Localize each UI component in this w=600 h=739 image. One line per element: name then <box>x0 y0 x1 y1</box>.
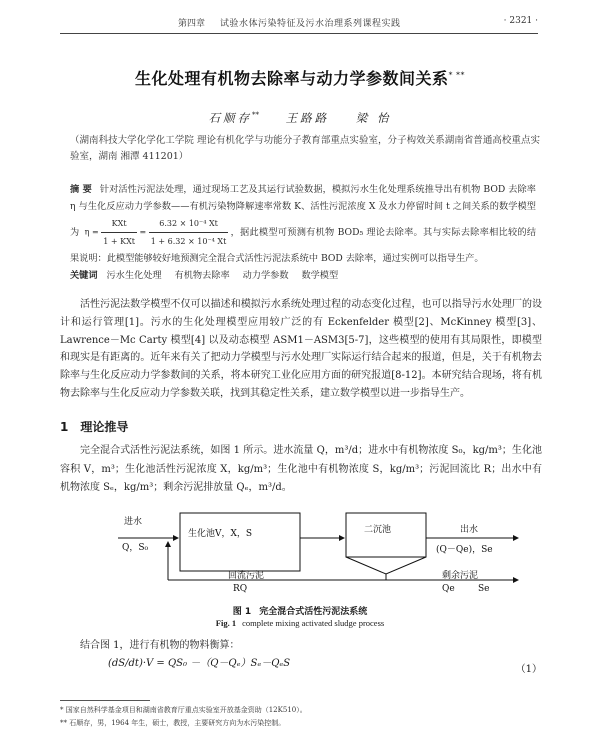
formula-fraction-1-numerator: KXt <box>101 215 137 233</box>
keywords-line <box>70 267 536 284</box>
title-marks: * ** <box>448 70 466 80</box>
author-name: 王路路 <box>285 111 330 125</box>
inlet-label: 进水 <box>124 517 143 527</box>
header-page-number: · 2321 · <box>503 16 538 26</box>
waste-conc: Se <box>478 584 490 594</box>
equation-1: (dS/dt)·V = QS₀ －（Q－Qₑ）Sₑ－QₑS <box>108 658 291 669</box>
header-chapter: 第四章 <box>178 19 206 29</box>
author-list <box>0 110 600 126</box>
section-title: 理论推导 <box>80 420 129 434</box>
keyword: 动力学参数 <box>242 270 289 281</box>
return-params: RQ <box>233 584 248 594</box>
figure-caption-en-number: Fig. 1 <box>215 618 237 628</box>
paper-title-text: 生化处理有机物去除率与动力学参数间关系 <box>134 69 449 88</box>
outlet-label: 出水 <box>460 525 479 535</box>
running-header <box>60 16 538 30</box>
abstract-label: 摘 要 <box>70 184 92 195</box>
author-name: 石顺存 <box>208 111 253 125</box>
section-number: 1 <box>60 420 69 434</box>
figure-caption-en <box>0 618 600 628</box>
keywords-label: 关键词 <box>70 270 98 281</box>
header-rule <box>60 33 538 34</box>
section-paragraph: 完全混合式活性污泥法系统，如图 1 所示。进水流量 Q，m³/d；进水中有机物浓度 S₀，kg/m³；生化池容积 V，m³；生化池活性污泥浓度 X，kg/m³；生化池中有机物浓度 S，kg/m³；污泥回流比 R；出水中有机物浓度 Sₑ，kg/m³；剩余污泥排放量 Qₑ，m³/d。 <box>60 445 542 493</box>
abstract-formula <box>85 215 229 250</box>
figure-caption-en-text: complete mixing activated sludge process <box>242 618 385 628</box>
keyword: 有机物去除率 <box>174 270 230 281</box>
figure-caption-cn <box>0 604 600 617</box>
abstract-text-1: 针对活性污泥法处理，通过现场工艺及其运行试验数据，模拟污水生化处理系统推导出有机物 BOD 去除率 η 与生化反应动力学参数——有机污染物降解速率常数 K、活性污泥浓度 X 及水力停留时间 t 之间关系的数学模型为 <box>70 184 536 238</box>
figure-1 <box>108 508 528 598</box>
clarifier <box>346 513 426 557</box>
paper-title <box>0 66 600 89</box>
equation-number: （1） <box>515 664 542 675</box>
abstract-text-2: ，据此模型可预测有机物 BOD₅ 理论去除率。其与实际去除率相比较的结果说明：此模型能够较好地预测完全混合式活性污泥法系统中 BOD 去除率，通过实例可以指导生产。 <box>70 227 537 264</box>
intro-paragraph: 活性污泥法数学模型不仅可以描述和模拟污水系统处理过程的动态变化过程，也可以指导污水处理厂的设计和运行管理[1]。污水的生化处理模型应用较广泛的有 Eckenfelder 模型[2]、McKinney 模型[3]、Lawrence－Mc Carty 模型[4] 以及动态模型 ASM1－ASM3[5-7]，这些模型的使用有其局限性，即模型和现实是有距离的。近年来有关了把动力学模型与污水处理厂实际运行结合起来的报道，但是，关于有机物去除率与生化反应动力学参数间的关系，将本研究工业化应用方面的研究报道[8-12]。本研究结合现场，将有机物去除率与生化反应动力学参数关联，找到其稳定性关系，建立数学模型以进一步指导生产。 <box>60 299 542 399</box>
formula-fraction-2 <box>149 215 229 250</box>
clarifier-label: 二沉池 <box>364 525 392 535</box>
waste-flow: Qe <box>442 584 455 594</box>
outlet-params: (Q－Qe)，Se <box>436 545 493 555</box>
formula-fraction-2-denominator: 1 + 6.32 × 10⁻⁴ Xt <box>150 237 227 246</box>
keyword: 污水生化处理 <box>106 270 162 281</box>
header-journal-title: 试验水体污染特征及污水治理系列课程实践 <box>220 19 401 29</box>
footnote-rule <box>60 700 150 701</box>
equation-intro: 结合图 1，进行有机物的物料衡算： <box>80 640 240 651</box>
formula-fraction-1 <box>101 215 137 250</box>
aeration-tank <box>180 513 300 571</box>
formula-fraction-1-denominator: 1 + KXt <box>103 237 135 246</box>
keyword: 数学模型 <box>301 270 339 281</box>
tank-label: 生化池V，X，S <box>188 529 253 539</box>
inlet-params: Q，S₀ <box>122 543 149 553</box>
formula-equals: = <box>139 227 149 237</box>
section-heading <box>60 418 128 435</box>
affiliation: （湖南科技大学化学化工学院 理论有机化学与功能分子教育部重点实验室，分子构效关系湖南省普通高校重点实验室，湖南 湘潭 411201） <box>70 135 540 162</box>
footnote: ** 石顺存，男，1964 年生，硕士，教授，主要研究方向为水污染控制。 <box>60 719 286 727</box>
figure-caption-text: 完全混合式活性污泥法系统 <box>259 607 368 617</box>
author-mark: ** <box>252 111 260 120</box>
author-name: 梁 怡 <box>355 111 392 125</box>
formula-lhs: η = <box>84 227 102 237</box>
waste-label: 剩余污泥 <box>442 571 479 581</box>
footnote: * 国家自然科学基金项目和湖南省教育厅重点实验室开放基金资助（12K510）。 <box>60 706 307 714</box>
figure-caption-number: 图 1 <box>232 607 252 617</box>
clarifier-cone <box>346 557 426 574</box>
intro-section <box>60 296 542 403</box>
abstract-block <box>70 181 536 284</box>
formula-fraction-2-numerator: 6.32 × 10⁻⁴ Xt <box>149 215 229 233</box>
section-body <box>60 442 542 498</box>
return-label: 回流污泥 <box>228 571 265 581</box>
